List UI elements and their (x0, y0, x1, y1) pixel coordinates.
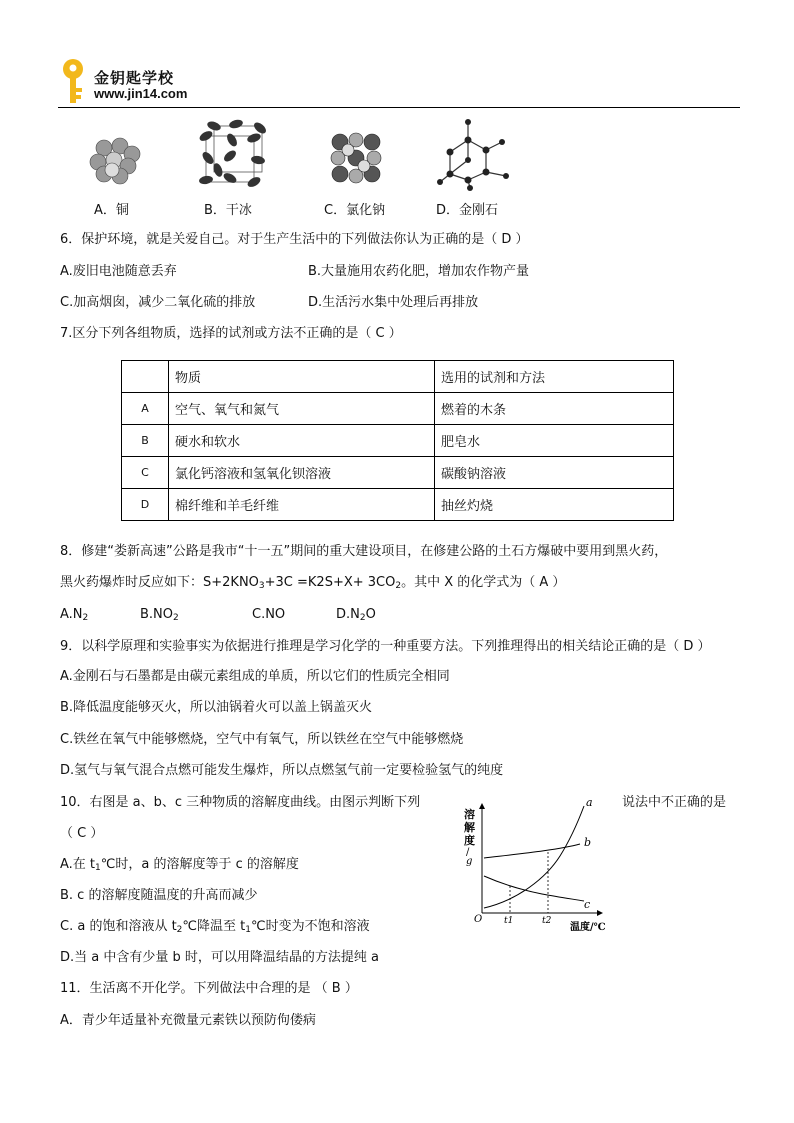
q10-subscript: 1 (245, 925, 251, 935)
origin-label: O (474, 914, 483, 925)
table-cell: B (122, 425, 169, 457)
table-cell: 氯化钙溶液和氢氧化钡溶液 (169, 457, 435, 489)
table-cell: 硬水和软水 (169, 425, 435, 457)
y-axis-label-char: 度 (464, 834, 475, 847)
header-divider (58, 107, 740, 108)
table-header-cell: 物质 (169, 361, 435, 393)
table-cell: 棉纤维和羊毛纤维 (169, 489, 435, 521)
q8-option-a (60, 606, 88, 627)
q10-text: A.在 t (60, 857, 96, 872)
q10-stem-left: 10．右图是 a、b、c 三种物质的溶解度曲线。由图示判断下列 (60, 795, 421, 810)
q8-option-a-text: A.N (60, 607, 83, 622)
q10-text: ℃时，a 的溶解度等于 c 的溶解度 (100, 857, 299, 872)
x-axis-label: 温度/℃ (570, 922, 606, 933)
q6-option-a: A.废旧电池随意丢弃 (60, 264, 177, 279)
sodium-chloride-structure-image (326, 128, 388, 190)
curve-label-b: b (584, 836, 592, 849)
q8-subscript: 2 (82, 613, 89, 623)
q9-option-c: C.铁丝在氧气中能够燃烧，空气中有氧气，所以铁丝在空气中能够燃烧 (60, 732, 464, 747)
q7-stem: 7.区分下列各组物质，选择的试剂或方法不正确的是（ C ） (60, 326, 402, 341)
q10-text: C. a 的饱和溶液从 t (60, 919, 177, 934)
table-cell: A (122, 393, 169, 425)
q9-option-b: B.降低温度能够灭火，所以油锅着火可以盖上锅盖灭火 (60, 700, 373, 715)
table-cell: 抽丝灼烧 (435, 489, 674, 521)
table-cell: 燃着的木条 (435, 393, 674, 425)
q6-stem: 6．保护环境，就是关爱自己。对于生产生活中的下列做法你认为正确的是（ D ） (60, 232, 529, 247)
q8-text: +3C =K2S+X+ 3CO (264, 575, 396, 590)
q8-option-b-text: B.NO (140, 607, 174, 622)
q8-option-d (336, 606, 376, 627)
q10-option-a (60, 856, 299, 877)
q10-answer: （ C ） (60, 826, 104, 841)
q10-stem-right: 说法中不正确的是 (622, 795, 727, 810)
q8-subscript: 2 (395, 581, 402, 591)
q8-option-b (140, 606, 179, 627)
q10-subscript: 1 (95, 863, 101, 873)
t2-label: t2 (542, 916, 552, 926)
table-row (122, 489, 674, 521)
q8-option-d-tail: O (365, 607, 376, 622)
table-row (122, 457, 674, 489)
curve-c (484, 876, 584, 901)
q8-option-c: C.NO (252, 607, 286, 622)
table-cell: 肥皂水 (435, 425, 674, 457)
q6-option-b: B.大量施用农药化肥，增加农作物产量 (308, 264, 530, 279)
q8-subscript: 2 (173, 613, 179, 623)
copper-structure-image (86, 132, 142, 188)
q7-table (121, 360, 674, 521)
diamond-structure-image (436, 116, 518, 192)
q10-option-c (60, 918, 370, 939)
q8-stem-line2 (60, 574, 565, 595)
q8-stem-line1: 8．修建“娄新高速”公路是我市“十一五”期间的重大建设项目，在修建公路的土石方爆破中要用到黑火药， (60, 544, 668, 559)
table-header-row (122, 361, 674, 393)
caption-diamond: D．金刚石 (436, 203, 499, 218)
y-axis-label-char: 溶 (464, 808, 475, 821)
q8-subscript: 2 (359, 613, 366, 623)
table-cell: 碳酸钠溶液 (435, 457, 674, 489)
q8-text: 。其中 X 的化学式为（ A ） (401, 575, 566, 590)
y-axis-label-char: 解 (464, 821, 475, 834)
y-axis-label-char: g (466, 856, 473, 867)
q9-option-d: D.氢气与氧气混合点燃可能发生爆炸，所以点燃氢气前一定要检验氢气的纯度 (60, 763, 504, 778)
caption-dry-ice: B．干冰 (204, 203, 252, 218)
curve-label-a: a (586, 798, 593, 809)
q11-stem: 11．生活离不开化学。下列做法中合理的是 （ B ） (60, 981, 358, 996)
key-logo-icon (58, 58, 92, 104)
logo-text: 金钥匙学校 (94, 69, 175, 87)
q9-option-a: A.金刚石与石墨都是由碳元素组成的单质，所以它们的性质完全相同 (60, 669, 450, 684)
table-header-cell: 选用的试剂和方法 (435, 361, 674, 393)
q6-option-c: C.加高烟囱，减少二氧化硫的排放 (60, 295, 256, 310)
q8-option-d-text: D.N (336, 607, 360, 622)
logo-url: www.jin14.com (94, 86, 188, 101)
table-cell: C (122, 457, 169, 489)
q10-subscript: 2 (176, 925, 183, 935)
y-axis-label-char: / (466, 847, 470, 858)
table-cell: D (122, 489, 169, 521)
caption-copper: A．铜 (94, 203, 129, 218)
q10-text: ℃降温至 t (182, 919, 246, 934)
table-header-cell (122, 361, 169, 393)
q11-option-a: A．青少年适量补充微量元素铁以预防佝偻病 (60, 1013, 316, 1028)
solubility-curve-graph (458, 798, 618, 936)
q9-stem: 9．以科学原理和实验事实为依据进行推理是学习化学的一种重要方法。下列推理得出的相关结论正确的是（ D ） (60, 639, 711, 654)
q10-option-b: B. c 的溶解度随温度的升高而减少 (60, 888, 258, 903)
caption-sodium-chloride: C．氯化钠 (324, 203, 386, 218)
table-row (122, 393, 674, 425)
table-cell: 空气、氧气和氮气 (169, 393, 435, 425)
dry-ice-structure-image (196, 118, 268, 190)
q10-text: ℃时变为不饱和溶液 (250, 919, 370, 934)
t1-label: t1 (504, 916, 514, 926)
q10-option-d: D.当 a 中含有少量 b 时，可以用降温结晶的方法提纯 a (60, 950, 379, 965)
curve-label-c: c (584, 898, 591, 911)
q8-subscript: 3 (258, 581, 265, 591)
table-row (122, 425, 674, 457)
q6-option-d: D.生活污水集中处理后再排放 (308, 295, 479, 310)
q8-text: 黑火药爆炸时反应如下：S+2KNO (60, 575, 259, 590)
